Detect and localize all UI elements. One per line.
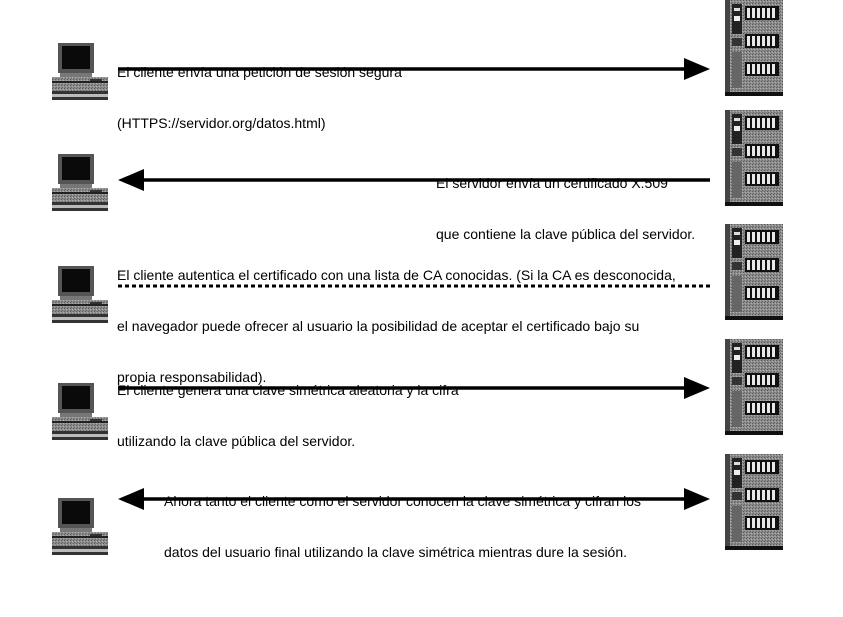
client-computer-icon [52,383,108,440]
step-3-line-1: El cliente autentica el certificado con una lista de CA conocidas. (Si la CA es desconocida, [117,267,676,283]
server-rack-icon [725,339,783,435]
step-3-line-2: el navegador puede ofrecer al usuario la posibilidad de aceptar el certificado bajo su [117,318,640,334]
server-rack-icon [725,110,783,206]
arrowhead-left-icon [118,488,144,510]
client-computer-icon [52,498,108,555]
step-1-line-2: (HTTPS://servidor.org/datos.html) [117,115,326,131]
step-1-label [117,30,402,149]
server-rack-icon [725,454,783,550]
step-4-line-1: El cliente genera una clave simétrica aleatoria y la cifra [117,382,459,398]
step-1-line-1: El cliente envía una petición de sesión segura [117,64,402,80]
client-computer-icon [52,154,108,211]
step-2-line-1: El servidor envía un certificado X.509 [436,175,668,191]
arrowhead-left-icon [118,169,144,191]
client-computer-icon [52,43,108,100]
arrowhead-right-icon [684,377,710,399]
server-rack-icon [725,0,783,96]
step-4-line-2: utilizando la clave pública del servidor. [117,433,356,449]
step-5-label [164,459,641,578]
arrowhead-right-icon [684,58,710,80]
arrowhead-right-icon [684,488,710,510]
client-computer-icon [52,266,108,323]
step-5-line-2: datos del usuario final utilizando la clave simétrica mientras dure la sesión. [164,544,628,560]
step-3-line-3: propia responsabilidad). [117,369,267,385]
step-5-line-1: Ahora tanto el cliente como el servidor conocen la clave simétrica y cifran los [164,493,641,509]
step-2-line-2: que contiene la clave pública del servidor. [436,226,696,242]
server-rack-icon [725,224,783,320]
step-4-label [117,348,459,467]
